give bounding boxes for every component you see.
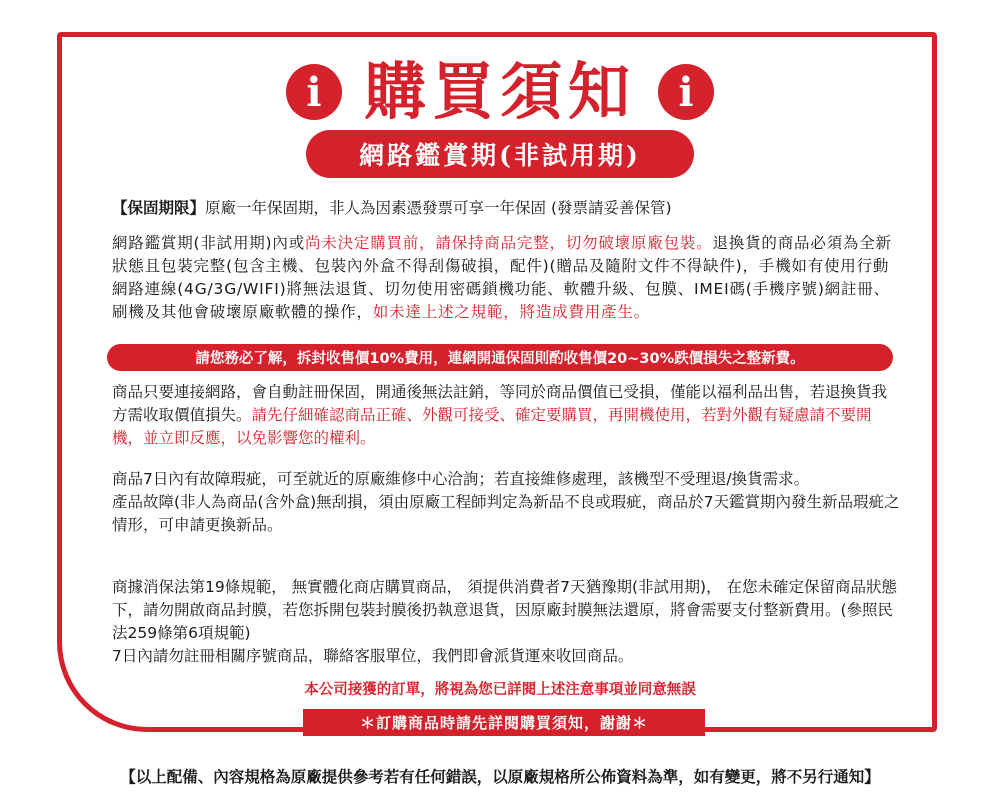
subtitle-badge: 網路鑑賞期(非試用期): [306, 130, 694, 178]
defect-line-2: 產品故障(非人為商品(含外盒)無刮損，須由原廠工程師判定為新品不良或瑕疵，商品於7天鑑賞期內發生新品瑕疵之情形，可申請更換新品。: [112, 493, 900, 534]
consumer-law-line-1: 商據消保法第19條規範， 無實體化商店購買商品， 須提供消費者7天猶豫期(非試用期)， 在您未確定保留商品狀態下，請勿開啟商品封膜，若您拆開包裝封膜後扔執意退貨，因原廠封膜無法還原，將會需要支付整新費用。(參照民法259條第6項規範): [112, 578, 897, 642]
activation-red: 請先仔細確認商品正確、外觀可接受、確定要購買，再開機使用，若對外觀有疑慮請不要開機，並立即反應，以免影響您的權利。: [112, 406, 872, 447]
fee-warning-badge: 請您務必了解，拆封收售價10%費用，連網開通保固則酌收售價20~30%跌價損失之整新費。: [107, 344, 893, 371]
info-icon: i: [286, 64, 342, 120]
return-policy-paragraph: [112, 232, 902, 324]
return-policy-text-1: 網路鑑賞期(非試用期)內或: [112, 234, 305, 252]
title-row: [0, 52, 1000, 132]
return-policy-red-2: 如未達上述之規範，將造成費用產生。: [372, 303, 650, 321]
activation-text: 商品只要連接網路，會自動註冊保固，開通後無法註銷，等同於商品價值已受損，僅能以福利品出售，若退換貨我方需收取價值損失。: [112, 383, 888, 424]
activation-paragraph: [112, 381, 902, 450]
consumer-law-paragraph: [112, 576, 902, 668]
defect-line-1: 商品7日內有故障瑕疵，可至就近的原廠維修中心洽詢；若直接維修處理，該機型不受理退/換貨需求。: [112, 470, 810, 488]
info-icon: i: [658, 64, 714, 120]
warranty-paragraph: [112, 197, 902, 220]
agreement-notice: 本公司接獲的訂單，將視為您已詳閱上述注意事項並同意無誤: [304, 682, 696, 698]
page-title: 購買須知: [363, 55, 636, 128]
return-policy-red-1: 尚未決定購買前，請保持商品完整，切勿破壞原廠包裝。: [305, 234, 713, 252]
footer-disclaimer: 【以上配備、內容規格為原廠提供參考若有任何錯誤，以原廠規格所公佈資料為準，如有變更，將不另行通知】: [120, 768, 880, 786]
consumer-law-line-2: 7日內請勿註冊相關序號商品，聯絡客服單位，我們即會派貨運來收回商品。: [112, 647, 634, 665]
return-policy-text-2: 退換貨的商品必須為全新狀態且包裝完整(包含主機、包裝內外盒不得刮傷破損，配件)(贈品及隨附文件不得缺件)，手機如有使用行動網路連線(4G/3G/WIFI)將無法退貨、切勿使用密碼鎖機功能、軟體升級、包膜、IMEI碼(手機序號)網註冊、刷機及其他會破壞原廠軟體的操作，: [112, 234, 892, 321]
warranty-label: 【保固期限】: [112, 199, 206, 217]
defect-paragraph: [112, 468, 902, 537]
order-reminder-banner: ＊訂購商品時請先詳閱購買須知，謝謝＊: [303, 709, 705, 736]
warranty-text: 原廠一年保固期，非人為因素憑發票可享一年保固 (發票請妥善保管): [205, 199, 672, 217]
